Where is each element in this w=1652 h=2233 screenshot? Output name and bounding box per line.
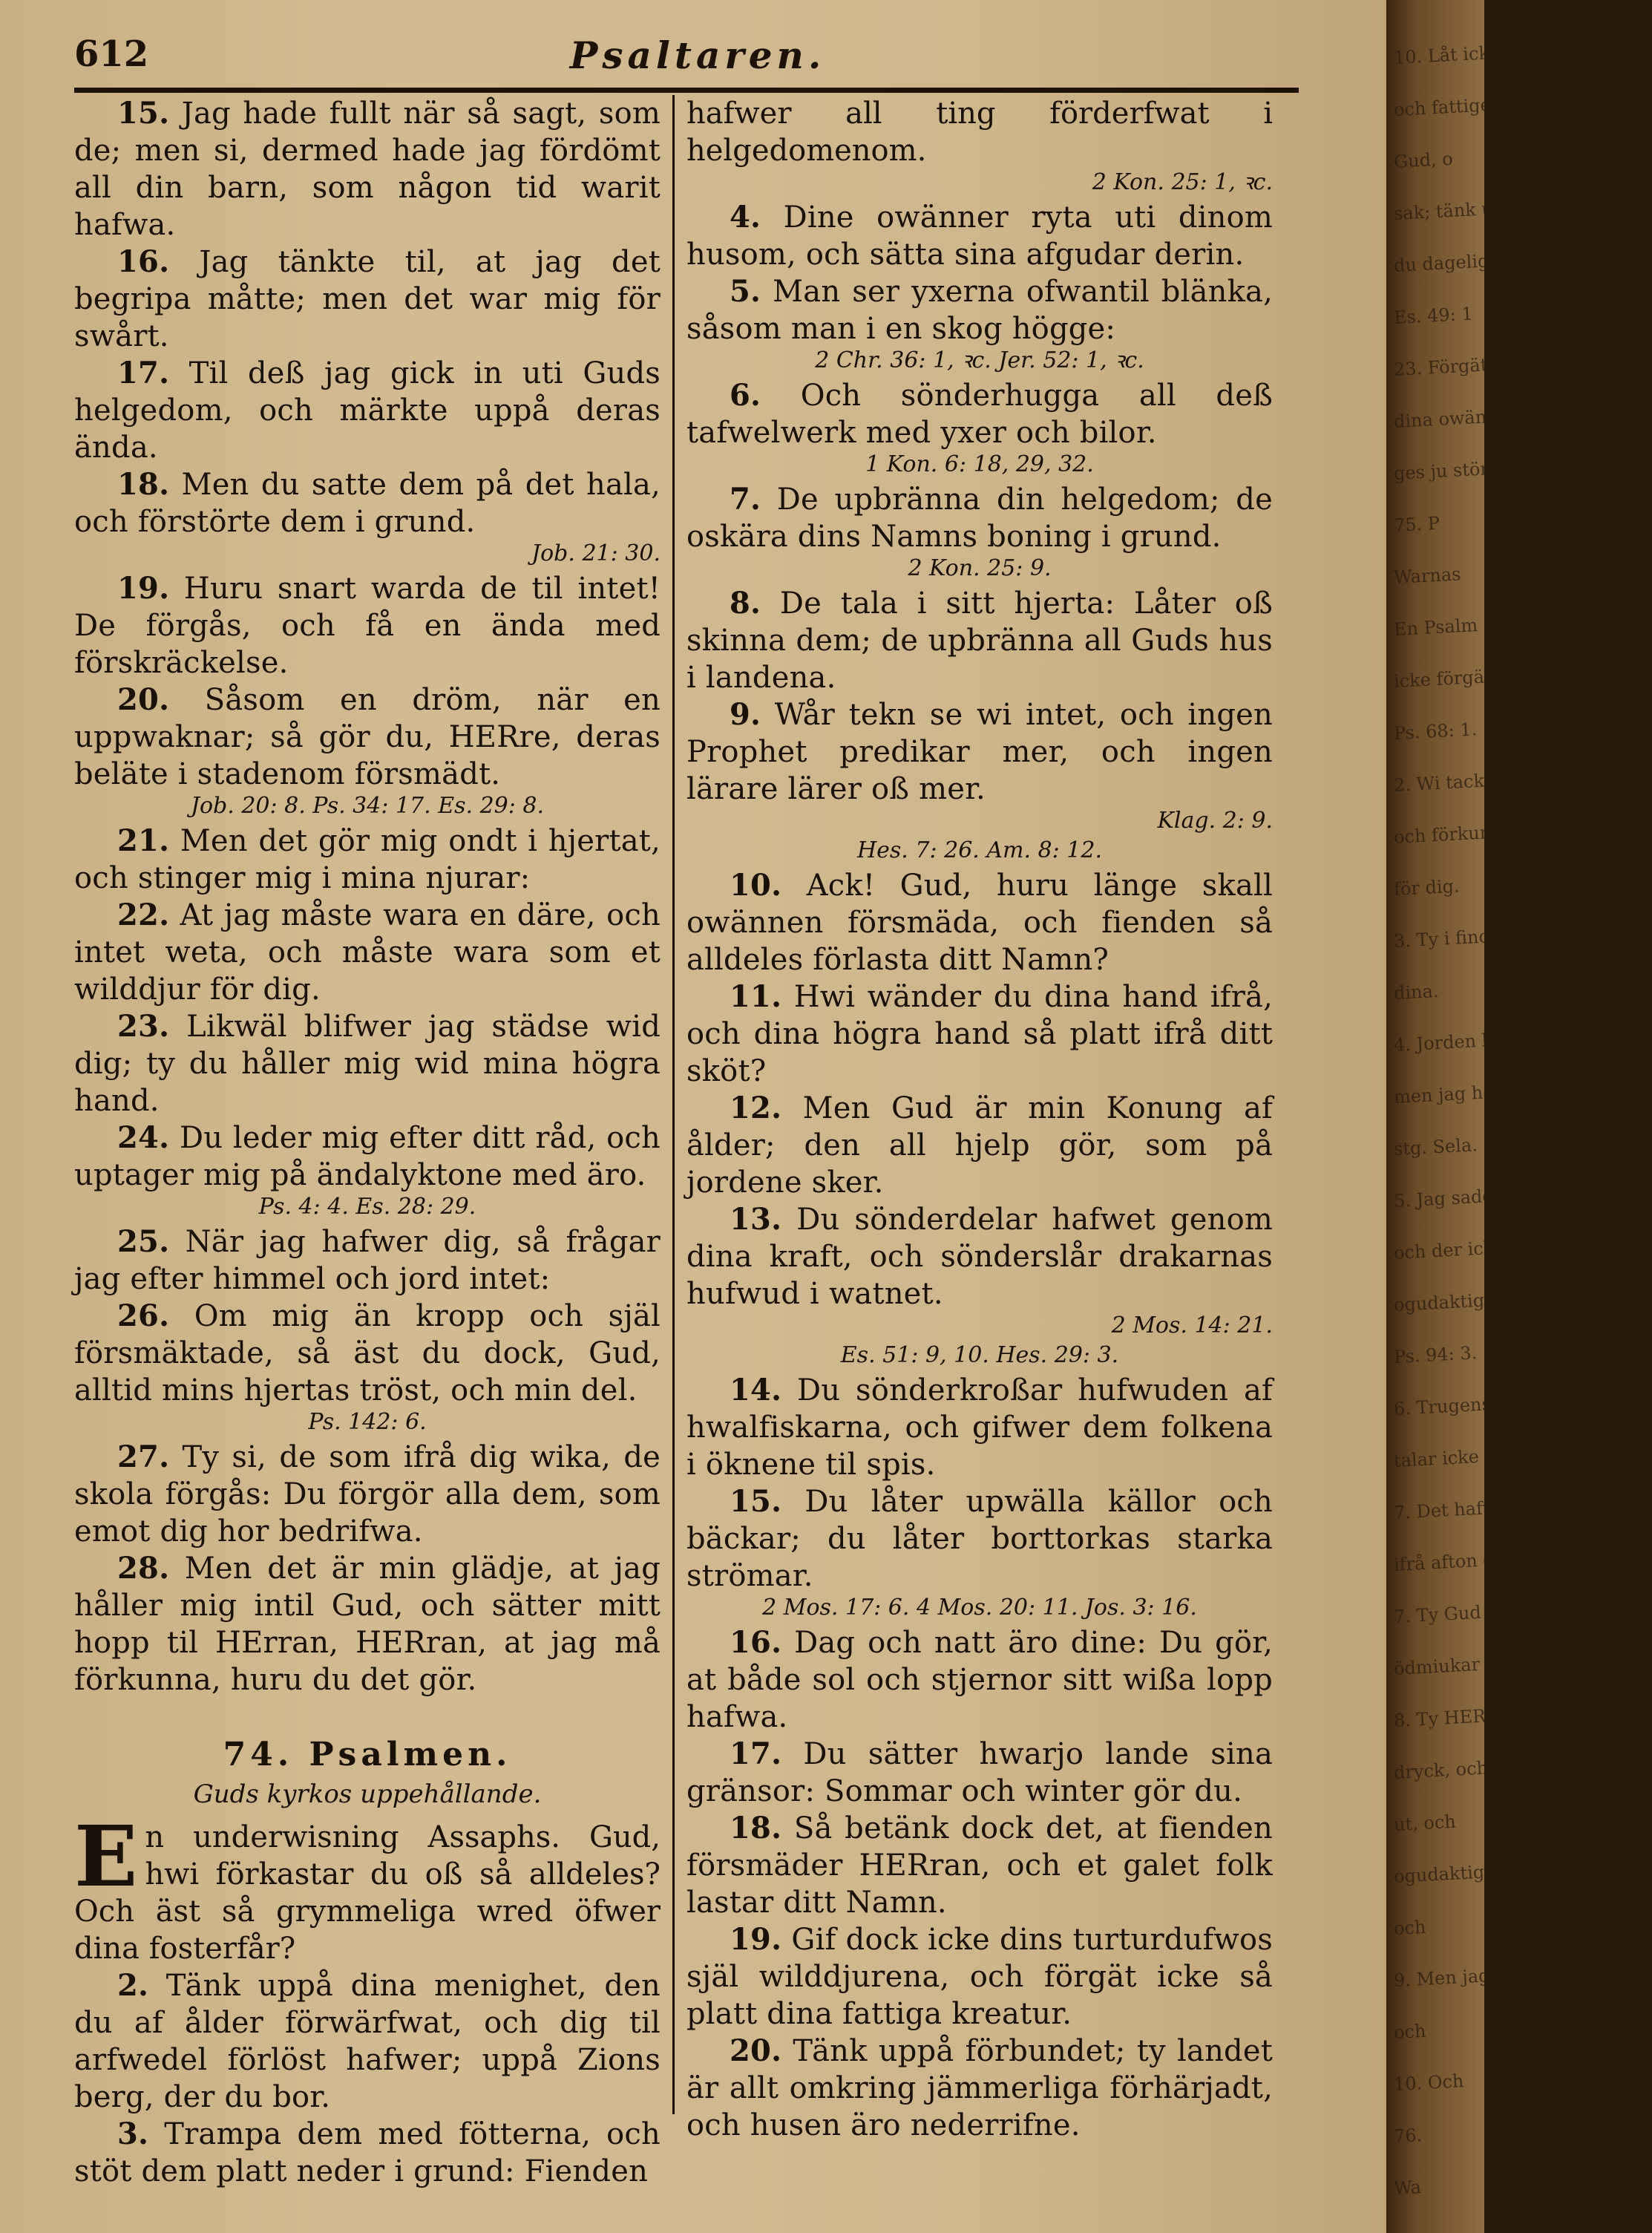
facing-page-fragment: dryck, och xyxy=(1393,1757,1489,1783)
facing-page-fragment: 9. Men jag xyxy=(1393,1965,1491,1991)
reference-note: 1 Kon. 6: 18, 29, 32. xyxy=(865,451,1094,477)
facing-page-fragment: 76. xyxy=(1393,2125,1423,2147)
reference-note: 2 Kon. 25: 9. xyxy=(908,555,1052,581)
verse xyxy=(686,1372,1273,1483)
verse xyxy=(686,1736,1273,1810)
facing-page-fragment: icke förgäfs; l xyxy=(1393,664,1518,692)
verse-text: Til deß jag gick in uti Guds helgedom, och märkte uppå deras ända. xyxy=(74,356,661,465)
psalm-subtitle: Guds kyrkos uppehållande. xyxy=(193,1779,542,1809)
verse-continuation: hafwer all ting förderfwat i helgedomenom. xyxy=(686,97,1273,168)
verse xyxy=(686,867,1273,978)
reference-note: 2 Kon. 25: 1, ꝛc. xyxy=(1092,169,1273,195)
verse-group xyxy=(74,1439,661,1699)
psalm-heading: 74. Psalmen. xyxy=(223,1736,512,1773)
verse-group xyxy=(686,1624,1273,2144)
verse xyxy=(686,1201,1273,1312)
facing-page-fragment: Warnas xyxy=(1393,563,1462,588)
verse-number: 20. xyxy=(730,2033,782,2068)
verse-number: 11. xyxy=(730,979,782,1014)
left-column xyxy=(74,95,661,2190)
intro-text: n underwisning Assaphs. Gud, hwi förkastar du oß så alldeles? Och äst så grymmeliga wred öfwer dina fosterfår? xyxy=(74,1820,661,1966)
reference-note: Ps. 4: 4. Es. 28: 29. xyxy=(258,1194,476,1220)
reference-note: Job. 20: 8. Ps. 34: 17. Es. 29: 8. xyxy=(190,793,545,819)
verse-number: 2. xyxy=(117,1968,149,2003)
facing-page-fragment: och fattige och e xyxy=(1393,91,1546,120)
verse xyxy=(74,1298,661,1409)
verse-number: 7. xyxy=(730,482,761,517)
verse xyxy=(686,199,1273,273)
facing-page-fragment: och xyxy=(1393,2020,1427,2043)
facing-page-fragment: 75. P xyxy=(1393,512,1440,536)
verse-number: 17. xyxy=(117,356,170,390)
verse-text: Men du satte dem på det hala, och förstörte dem i grund. xyxy=(74,468,661,539)
verse-number: 6. xyxy=(730,378,761,413)
facing-page-fragment: och der icke så xyxy=(1393,1235,1531,1263)
verse xyxy=(686,978,1273,1090)
verse-number: 25. xyxy=(117,1224,170,1259)
verse-group xyxy=(74,1967,661,2190)
verse-number: 8. xyxy=(730,586,761,621)
verse-text: Du sönderdelar hafwet genom dina kraft, och sönderslår drakarnas hufwud i watnet. xyxy=(686,1203,1273,1311)
verse-text: Dag och natt äro dine: Du gör, at både sol och stjernor sitt wißa lopp hafwa. xyxy=(686,1626,1274,1734)
facing-page-fragment: ut, och xyxy=(1393,1811,1457,1835)
verse-group xyxy=(74,570,661,793)
verse-group xyxy=(74,823,661,1194)
verse-number: 22. xyxy=(117,898,170,932)
page-number: 612 xyxy=(74,33,149,75)
verse xyxy=(686,1090,1273,1201)
facing-page-fragment: talar icke så xyxy=(1393,1445,1505,1471)
verse-number: 3. xyxy=(117,2116,149,2151)
verse-text: Jag tänkte til, at jag det begripa måtte; men det war mig för swårt. xyxy=(74,245,661,353)
verse xyxy=(74,1439,661,1550)
verse xyxy=(686,1921,1273,2033)
facing-page-fragment: 10. Och xyxy=(1393,2070,1465,2095)
verse-group xyxy=(74,95,661,540)
verse-text: Så betänk dock det, at fienden försmäder HERran, och et galet folk lastar ditt Namn. xyxy=(686,1811,1273,1920)
running-title: Psaltaren. xyxy=(569,33,826,77)
verse-number: 15. xyxy=(730,1484,782,1519)
facing-page-fragment: ifrå afton eller xyxy=(1393,1547,1525,1575)
verse-number: 18. xyxy=(117,467,170,502)
verse xyxy=(686,1810,1273,1921)
reference-note: Hes. 7: 26. Am. 8: 12. xyxy=(857,837,1102,863)
facing-page-fragment: Es. 49: 1 xyxy=(1393,303,1474,328)
reference-note: Klag. 2: 9. xyxy=(1157,808,1273,834)
facing-page-fragment: du dageliga af de xyxy=(1393,246,1551,276)
page-header xyxy=(74,33,1291,78)
verse xyxy=(74,570,661,681)
right-column xyxy=(686,95,1273,2144)
verse-number: 15. xyxy=(117,96,170,131)
verse-text: Tänk uppå dina menighet, den du af ålder förwärfwat, och dig til arfwedel förlöst hafwer; uppå Zions berg, der du bor. xyxy=(74,1969,661,2114)
verse xyxy=(686,2033,1273,2144)
verse-text: Tänk uppå förbundet; ty landet är allt omkring jämmerliga förhärjadt, och husen äro nederrifne. xyxy=(686,2034,1273,2142)
verse-text: Gif dock icke dins turturdufwos själ wilddjurena, och förgät icke så platt dina fattiga kreatur. xyxy=(686,1923,1273,2031)
reference-note: 2 Chr. 36: 1, ꝛc. Jer. 52: 1, ꝛc. xyxy=(815,347,1144,373)
column-divider xyxy=(672,95,675,2114)
verse xyxy=(686,1483,1273,1595)
facing-page-fragment: En Psalm och xyxy=(1393,612,1516,640)
facing-page-fragment: 7. Det hafwer xyxy=(1393,1496,1518,1523)
facing-page-fragment: dina. xyxy=(1393,980,1440,1004)
verse-number: 26. xyxy=(117,1298,170,1333)
verse-text: Du låter upwälla källor och bäckar; du låter borttorkas starka strömar. xyxy=(686,1485,1273,1593)
verse xyxy=(74,1119,661,1194)
verse-text: Om mig än kropp och själ försmäktade, så äst du dock, Gud, alltid mins hjertas tröst, och min del. xyxy=(74,1299,661,1408)
verse xyxy=(74,1550,661,1699)
verse-number: 23. xyxy=(117,1009,170,1044)
verse-number: 16. xyxy=(117,244,170,279)
verse xyxy=(74,466,661,540)
verse-text: Du leder mig efter ditt råd, och uptager mig på ändalyktone med äro. xyxy=(74,1121,661,1192)
reference-note: 2 Mos. 14: 21. xyxy=(1111,1312,1273,1338)
facing-page-fragment: och förkunne din xyxy=(1393,819,1548,848)
verse-text: Men det gör mig ondt i hjertat, och stinger mig i mina njurar: xyxy=(74,824,661,895)
reference-note: 2 Mos. 17: 6. 4 Mos. 20: 11. Jos. 3: 16. xyxy=(762,1595,1197,1621)
verse-text: Man ser yxerna ofwantil blänka, såsom man i en skog högge: xyxy=(686,275,1273,346)
facing-page-fragment: sak; tänk uppå xyxy=(1393,196,1527,224)
facing-page-fragment: Wa xyxy=(1393,2177,1422,2199)
reference-note: Job. 21: 30. xyxy=(531,540,661,566)
reference-note: Ps. 142: 6. xyxy=(308,1409,427,1435)
facing-page-fragment: 10. Låt icke de xyxy=(1393,40,1528,68)
facing-page-fragment: 23. Förgät icke xyxy=(1393,352,1531,380)
verse-text: Trampa dem med fötterna, och stöt dem platt neder i grund: Fienden xyxy=(74,2117,661,2188)
verse-text: Hwi wänder du dina hand ifrå, och dina högra hand så platt ifrå ditt sköt? xyxy=(686,980,1274,1088)
verse xyxy=(74,897,661,1008)
facing-page-fragment: för dig. xyxy=(1393,875,1461,900)
verse xyxy=(74,823,661,897)
verse-group xyxy=(686,199,1273,347)
verse-number: 19. xyxy=(117,571,170,606)
facing-page-fragment: och xyxy=(1393,1916,1427,1939)
verse-text: Wår tekn se wi intet, och ingen Prophet predikar mer, och ingen lärare lärer oß mer. xyxy=(686,698,1273,806)
facing-page-fragment: 4. Jorden bäfwar xyxy=(1393,1027,1546,1056)
facing-page-fragment: ges ju större. xyxy=(1393,457,1514,484)
verse xyxy=(686,377,1273,451)
verse xyxy=(74,2116,661,2190)
verse-group xyxy=(686,481,1273,555)
verse-number: 16. xyxy=(730,1625,782,1660)
verse-group xyxy=(686,377,1273,451)
verse-text: Du sätter hwarjo lande sina gränsor: Sommar och winter gör du. xyxy=(686,1737,1273,1808)
verse-group xyxy=(686,585,1273,808)
verse-text: Ty si, de som ifrå dig wika, de skola förgås: Du förgör alla dem, som emot dig hor bedrifwa. xyxy=(74,1440,661,1549)
verse xyxy=(74,1008,661,1119)
facing-page-fragment: ödmiukar den xyxy=(1393,1652,1520,1679)
verse xyxy=(74,1223,661,1298)
verse xyxy=(74,95,661,243)
facing-page-fragment: ogudaktige: Trugens icke på xyxy=(1393,1281,1652,1315)
verse-number: 18. xyxy=(730,1811,782,1845)
verse-number: 19. xyxy=(730,1922,782,1957)
verse-group xyxy=(74,1223,661,1409)
verse-number: 13. xyxy=(730,1202,782,1237)
verse-number: 27. xyxy=(117,1439,170,1474)
verse xyxy=(74,1967,661,2116)
verse-text: Men Gud är min Konung af ålder; den all hjelp gör, som på jordene sker. xyxy=(686,1091,1273,1200)
verse-text: Såsom en dröm, när en uppwaknar; så gör du, HERre, deras beläte i stadenom försmädt. xyxy=(74,683,661,791)
verse-text: Du sönderkroßar hufwuden af hwalfiskarna, och gifwer dem folkena i öknene til spis. xyxy=(686,1373,1273,1482)
verse-text: Ack! Gud, huru länge skall owännen försmäda, och fienden så alldeles förlasta ditt Namn? xyxy=(686,869,1273,977)
verse-number: 9. xyxy=(730,697,761,732)
verse-text: Och sönderhugga all deß tafwelwerk med yxer och bilor. xyxy=(686,379,1274,450)
verse-text: De upbränna din helgedom; de oskära dins Namns boning i grund. xyxy=(686,483,1273,554)
header-rule xyxy=(74,88,1299,93)
verse-group xyxy=(686,867,1273,1312)
verse xyxy=(74,681,661,793)
verse-number: 20. xyxy=(117,682,170,717)
verse-text: De tala i sitt hjerta: Låter oß skinna dem; de upbränna all Guds hus i landena. xyxy=(686,586,1273,695)
verse-number: 28. xyxy=(117,1551,170,1586)
facing-page-edge xyxy=(1386,0,1652,2233)
verse-text: Jag hade fullt när så sagt, som de; men si, dermed hade jag fördömt all din barn, som någon tid warit hafwa. xyxy=(74,97,661,242)
verse-text: Likwäl blifwer jag städse wid dig; ty du håller mig wid mina högra hand. xyxy=(74,1010,661,1118)
verse-number: 14. xyxy=(730,1373,782,1408)
verse xyxy=(686,481,1273,555)
facing-page-fragment: ogudaktige xyxy=(1393,1860,1495,1887)
verse-number: 12. xyxy=(730,1091,782,1125)
facing-page-fragment: Gud, o xyxy=(1393,148,1454,172)
verse-number: 21. xyxy=(117,823,170,858)
psalm-intro xyxy=(74,1808,661,1967)
verse-text: När jag hafwer dig, så frågar jag efter himmel och jord intet: xyxy=(74,1225,661,1296)
facing-page-fragment: 3. Ty i finom xyxy=(1393,925,1507,952)
verse-number: 17. xyxy=(730,1736,782,1771)
verse-number: 5. xyxy=(730,274,761,309)
verse xyxy=(686,273,1273,347)
verse xyxy=(686,585,1273,696)
verse xyxy=(74,243,661,355)
drop-cap: E xyxy=(74,1808,138,1906)
facing-page-fragment: dina owänners rå xyxy=(1393,402,1552,432)
verse xyxy=(686,1624,1273,1736)
verse-number: 24. xyxy=(117,1120,170,1155)
facing-page-fragment: 6. Trugens icke xyxy=(1393,1391,1534,1419)
verse-text: At jag måste wara en däre, och intet weta, och måste wara som et wilddjur för dig. xyxy=(74,898,661,1007)
verse-number: 4. xyxy=(730,200,761,235)
verse xyxy=(74,355,661,466)
facing-page-fragment: Ps. 94: 3. xyxy=(1393,1342,1478,1367)
facing-page-fragment: 7. Ty Gud är xyxy=(1393,1601,1507,1627)
facing-page-fragment: 5. Jag sade til xyxy=(1393,1184,1518,1212)
reference-note: Es. 51: 9, 10. Hes. 29: 3. xyxy=(840,1342,1119,1368)
facing-page-fragment: stg. Sela. xyxy=(1393,1134,1478,1160)
facing-page-fragment: 8. Ty HERre xyxy=(1393,1704,1506,1731)
verse-text: Dine owänner ryta uti dinom husom, och sätta sina afgudar derin. xyxy=(686,200,1273,272)
verse-text: Huru snart warda de til intet! De förgås, och få en ända med förskräckelse. xyxy=(74,572,661,680)
facing-page-fragment: men jag håller xyxy=(1393,1079,1525,1108)
verse-text: Men det är min glädje, at jag håller mig intil Gud, och sätter mitt hopp til HErran, HERran, at jag må förkunna, huru du det gör. xyxy=(74,1552,661,1697)
facing-page-fragment: Ps. 68: 1. xyxy=(1393,719,1478,744)
verse xyxy=(686,696,1273,808)
verse-number: 10. xyxy=(730,868,782,903)
facing-page-fragment: 2. Wi tacke dig xyxy=(1393,768,1530,796)
verse-group xyxy=(686,1372,1273,1595)
